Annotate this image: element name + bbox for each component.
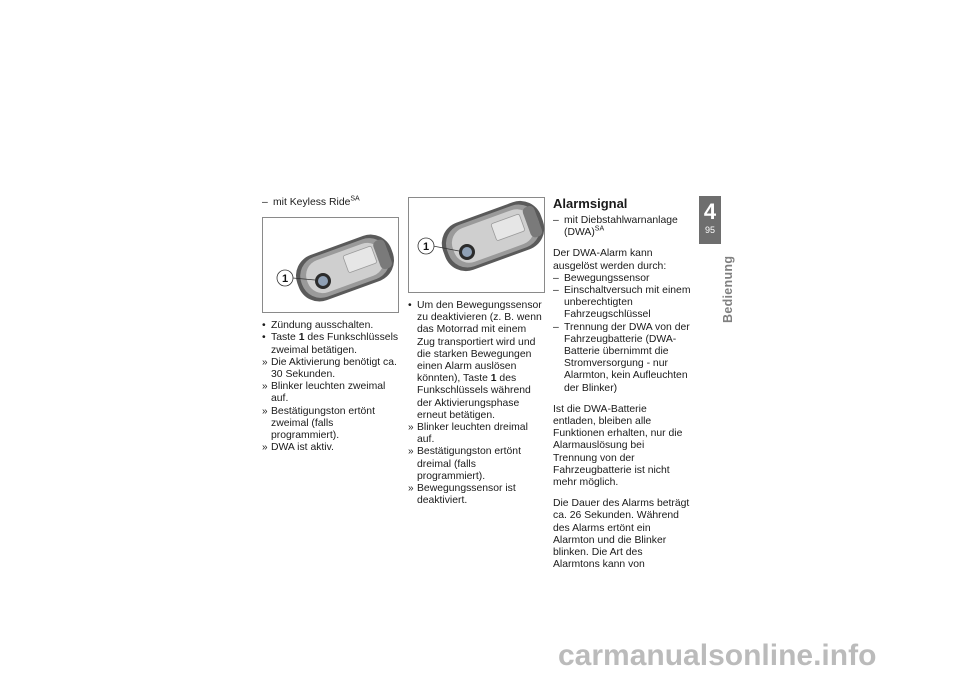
result-indicators-three: » Blinker leuchten dreimal auf. [408, 422, 546, 446]
watermark: carmanualsonline.info [558, 639, 877, 672]
option-keyless-ride [262, 197, 402, 209]
column-right [553, 197, 691, 571]
alarm-duration-paragraph: Die Dauer des Alarms beträgt ca. 26 Sekunden. Während des Alarms ertönt ein Alarmton und die Blinker blinken. Die Art des Alarmtons kann von [553, 498, 690, 571]
alarm-intro: Der DWA-Alarm kann ausgelöst werden durch: [553, 248, 667, 272]
chapter-side-label: Bedienung [721, 255, 735, 323]
step-text: Um den Bewegungssensor zu deaktivieren (z. B. wenn das Motorrad mit einem Zug transportiert wird und die starken Bewegungen einen Alarm auslösen könnten), Taste [417, 300, 542, 385]
figure-label-1: 1 [422, 241, 430, 253]
step-deactivate-sensor [408, 300, 546, 422]
result-sensor-deactivated: » Bewegungssensor ist deaktiviert. [408, 483, 546, 507]
page-number: 95 [704, 225, 715, 235]
column-middle [408, 197, 546, 507]
option-sup: SA [594, 225, 605, 233]
option-label: mit Keyless Ride [273, 197, 351, 208]
trigger-item: – Trennung der DWA von der Fahrzeugbatterie (DWA-Batterie übernimmt die Stromversorgung - nur Alarmton, kein Aufleuchten der Blinker) [553, 322, 691, 395]
option-label: mit Diebstahlwarnanlage (DWA) [564, 215, 678, 239]
trigger-item: – Einschaltversuch mit einem unberechtigten Fahrzeugschlüssel [553, 285, 691, 322]
figure-label-1: 1 [281, 273, 289, 286]
result-confirmation-tone-three: » Bestätigungston ertönt dreimal (falls programmiert). [408, 446, 546, 483]
key-fob-figure [262, 217, 399, 313]
chapter-tab [699, 196, 721, 244]
step-button-ref: 1 [490, 373, 497, 385]
step-button-ref: 1 [298, 332, 305, 344]
step-press-button [262, 332, 402, 356]
section-title-alarmsignal: Alarmsignal [553, 196, 628, 211]
key-fob-image [263, 218, 398, 312]
option-sup: SA [350, 195, 360, 203]
trigger-item: – Bewegungssensor [553, 273, 691, 285]
key-fob-image [409, 198, 545, 292]
step-ignition-off: • Zündung ausschalten. [262, 320, 402, 332]
result-indicators: » Blinker leuchten zweimal auf. [262, 381, 402, 405]
result-activation-time: » Die Aktivierung benötigt ca. 30 Sekunden. [262, 357, 402, 381]
step-text: Taste [271, 332, 299, 344]
key-fob-figure [408, 197, 545, 293]
option-dwa [553, 215, 691, 239]
result-dwa-active: » DWA ist aktiv. [262, 442, 402, 454]
result-confirmation-tone: » Bestätigungston ertönt zweimal (falls programmiert). [262, 406, 402, 443]
step-text: des Funkschlüssels während der Aktivierungsphase erneut betätigen. [417, 373, 531, 421]
battery-paragraph: Ist die DWA-Batterie entladen, bleiben alle Funktionen erhalten, nur die Alarmauslösung bei Trennung von der Fahrzeugbatterie ist nicht mehr möglich. [553, 403, 683, 489]
column-left [262, 197, 402, 454]
step-text: des Funkschlüssels zweimal betätigen. [271, 332, 399, 356]
chapter-number: 4 [703, 199, 717, 224]
